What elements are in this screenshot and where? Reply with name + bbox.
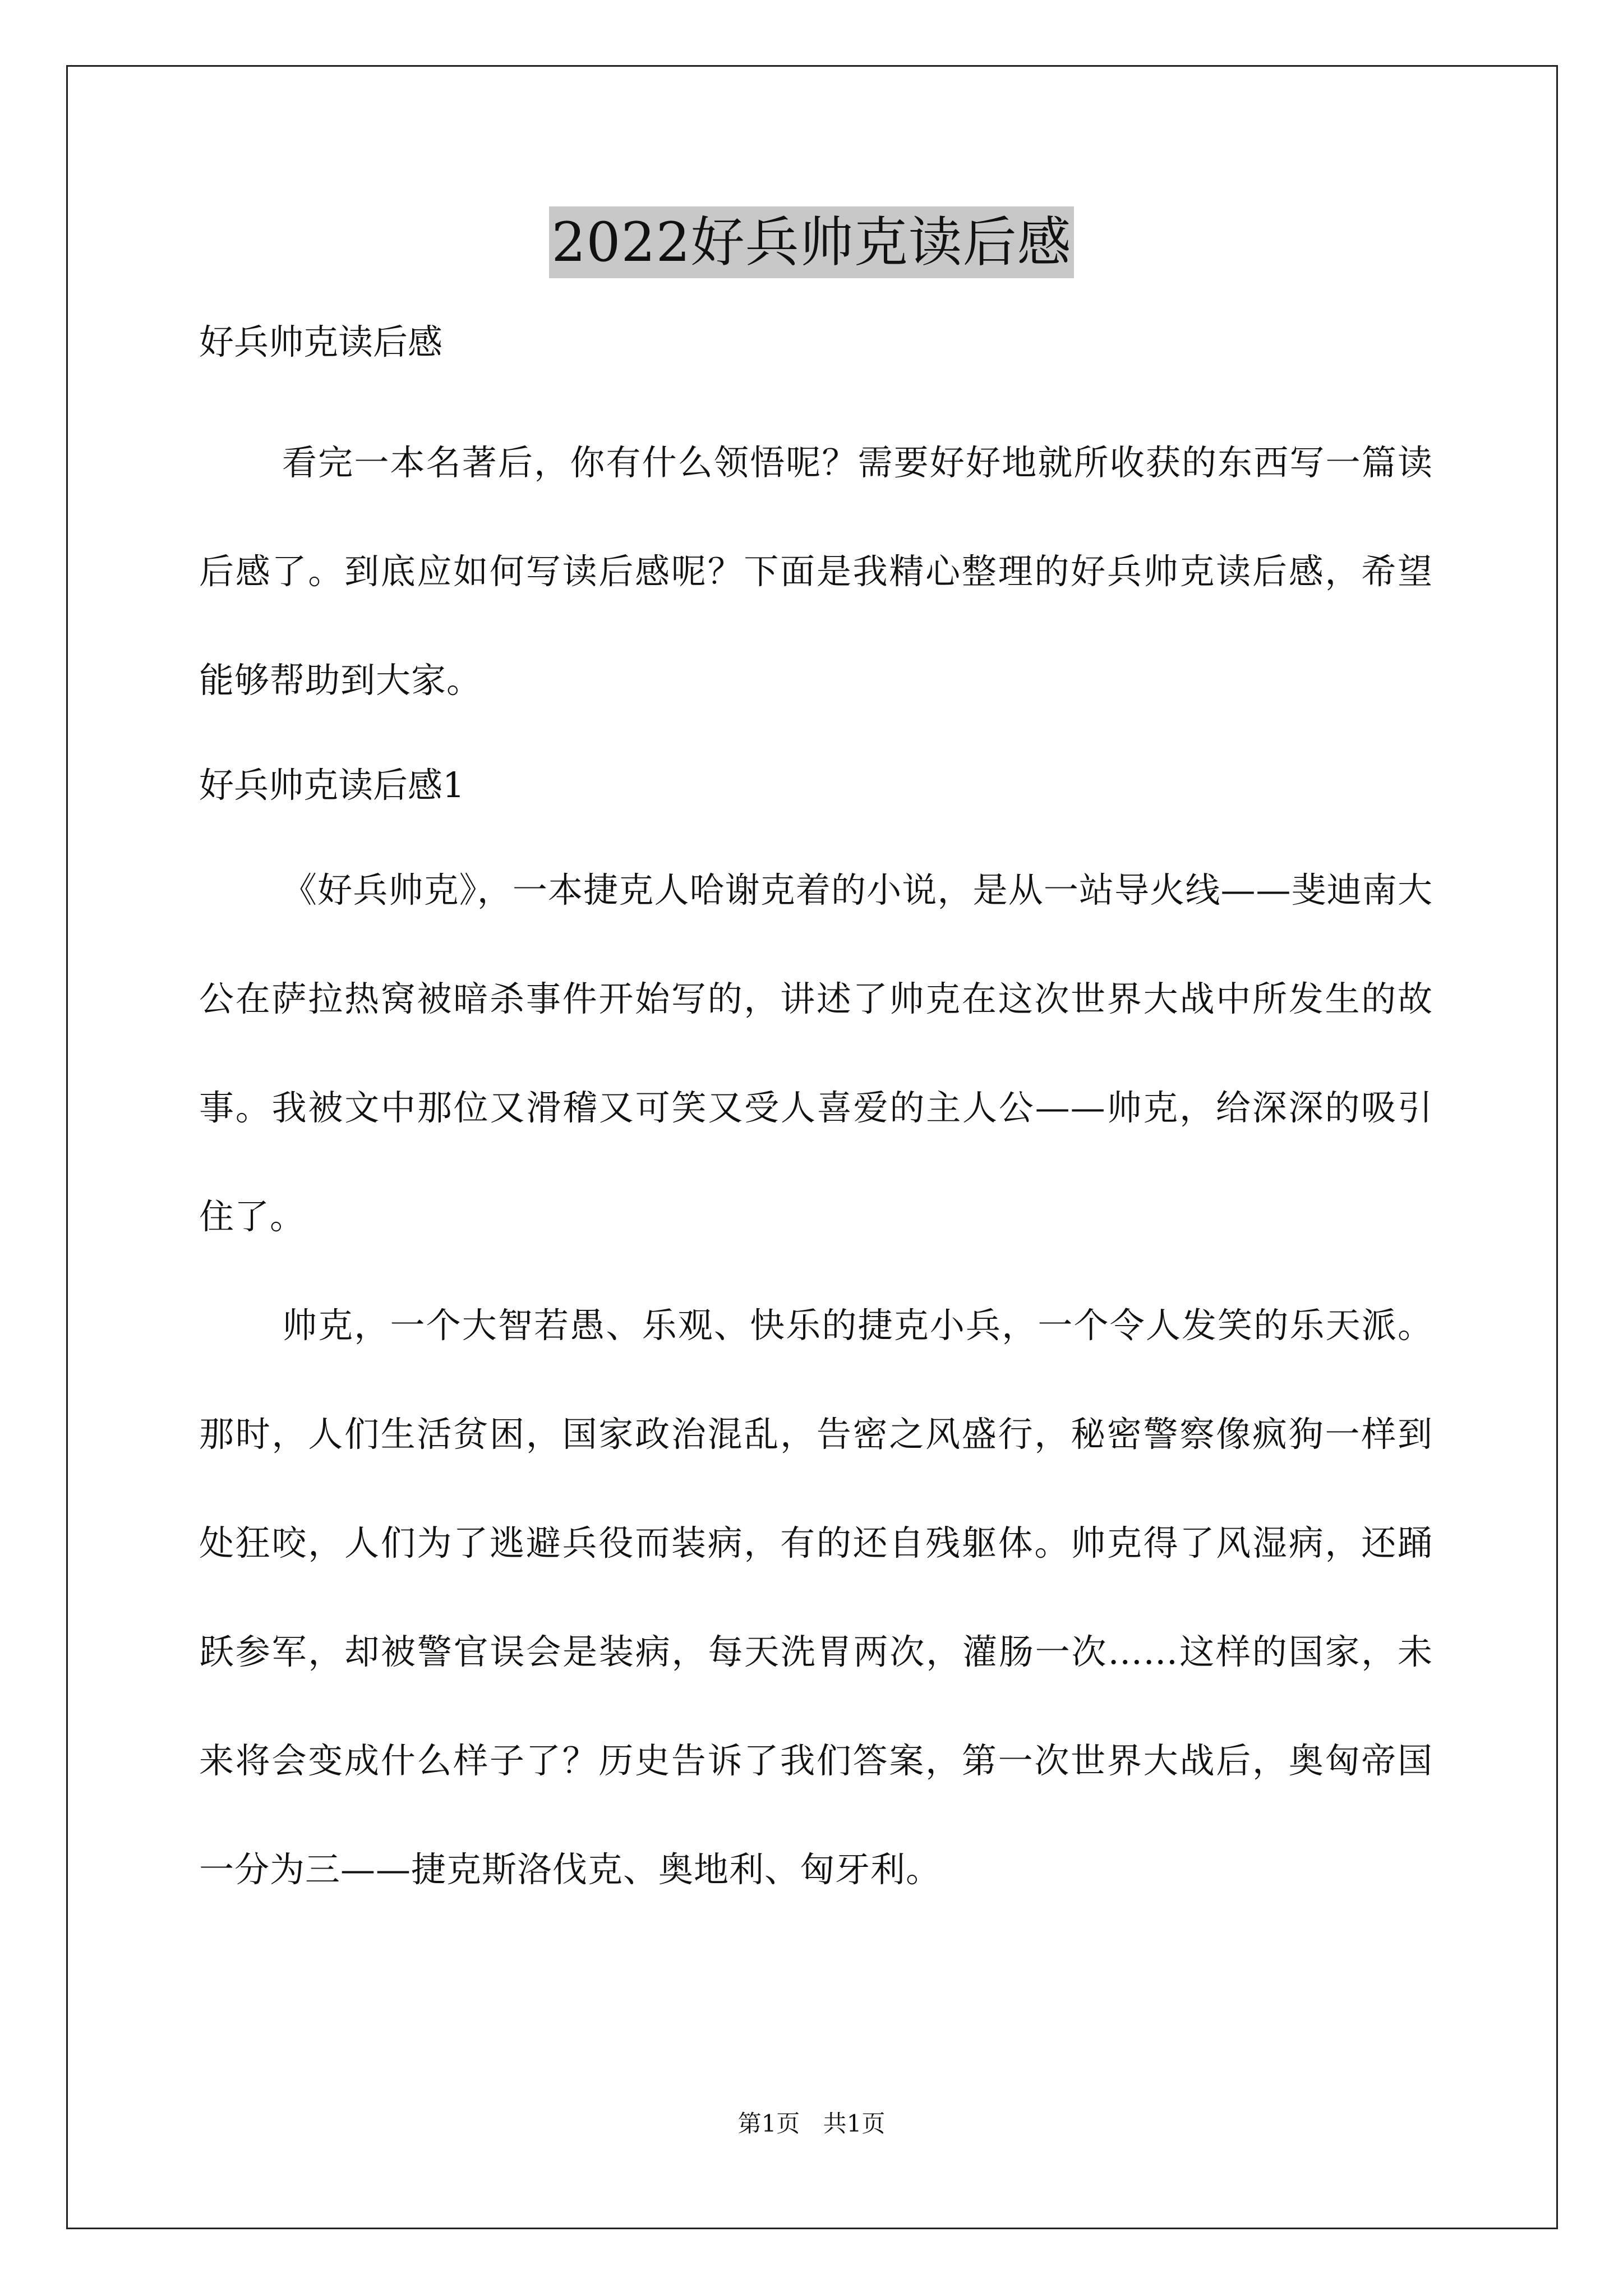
body-paragraph-1: 《好兵帅克》，一本捷克人哈谢克着的小说，是从一站导火线——斐迪南大公在萨拉热窝被暗杀事件开始写的，讲述了帅克在这次世界大战中所发生的故事。我被文中那位又滑稽又可笑又受人喜爱的主人公——帅克，给深深的吸引住了。 (199, 869, 1433, 1237)
page-number: 第1页 (737, 2110, 800, 2137)
essay-heading: 好兵帅克读后感1 (199, 765, 465, 806)
document-body (199, 320, 1433, 1924)
body-paragraph-2: 帅克，一个大智若愚、乐观、快乐的捷克小兵，一个令人发笑的乐天派。那时，人们生活贫困，国家政治混乱，告密之风盛行，秘密警察像疯狗一样到处狂咬，人们为了逃避兵役而装病，有的还自残躯体。帅克得了风湿病，还踊跃参军，却被警官误会是装病，每天洗胃两次，灌肠一次……这样的国家，未来将会变成什么样子了？历史告诉了我们答案，第一次世界大战后，奥匈帝国一分为三——捷克斯洛伐克、奥地利、匈牙利。 (199, 1305, 1433, 1890)
section-heading: 好兵帅克读后感 (199, 321, 443, 362)
title-container (0, 206, 1623, 278)
page-total: 共1页 (823, 2110, 886, 2137)
document-title: 2022好兵帅克读后感 (549, 206, 1073, 278)
intro-paragraph: 看完一本名著后，你有什么领悟呢？需要好好地就所收获的东西写一篇读后感了。到底应如何写读后感呢？下面是我精心整理的好兵帅克读后感，希望能够帮助到大家。 (199, 442, 1433, 701)
page-footer (0, 2108, 1623, 2139)
